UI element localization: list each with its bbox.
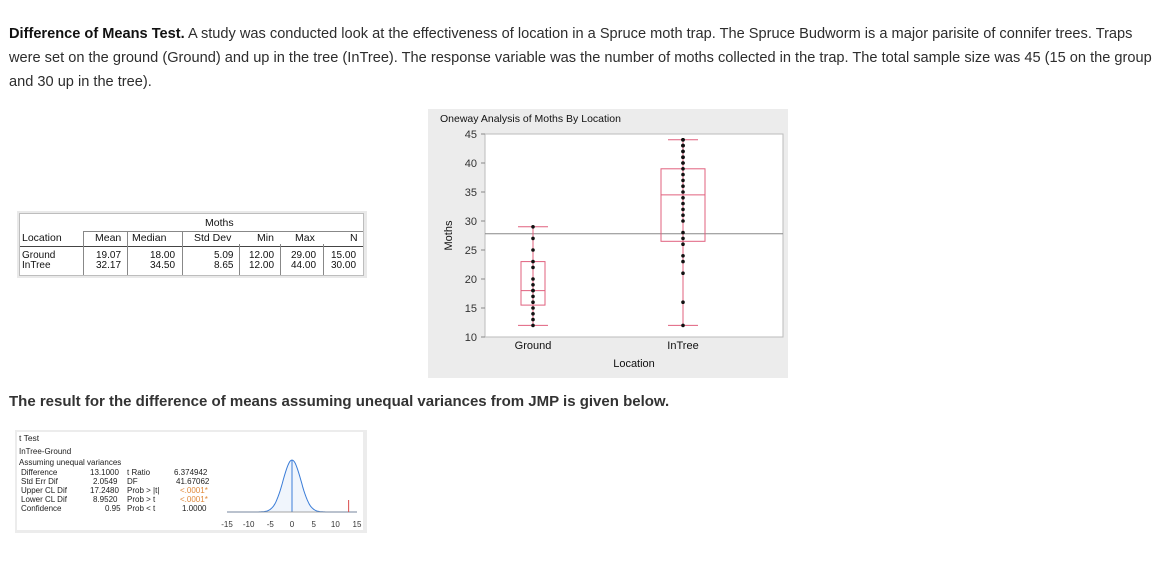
data-point [531,260,535,264]
data-point [531,237,535,241]
x-tick-label: -15 [221,520,233,529]
y-tick-label: 15 [464,303,477,315]
data-point [681,173,685,177]
data-point [531,225,535,229]
x-tick-label: 5 [311,520,316,529]
row-ground-min: 12.00 [249,250,275,261]
ttest-value-confidence: 0.95 [105,504,121,513]
data-point [681,138,685,142]
row-ground-stddev: 5.09 [214,250,234,261]
data-point [681,260,685,264]
data-point [681,300,685,304]
data-point [531,324,535,328]
ttest-stat-p2: <.0001* [180,486,208,495]
col-location: Location [22,232,62,244]
data-point [531,312,535,316]
oneway-chart [428,109,788,378]
row-ground-median: 18.00 [150,250,176,261]
x-tick-label: -10 [242,520,255,529]
table-group-header: Moths [205,217,234,229]
y-axis-label: Moths [443,220,455,251]
ttest-label-stderr: Std Err Dif [21,477,58,486]
col-mean: Mean [95,232,122,244]
row-ground-n: 15.00 [331,250,357,261]
col-min: Min [257,232,274,244]
y-tick-label: 10 [464,332,477,344]
ttest-value-lower: 8.9520 [93,495,118,504]
x-tick-label: Ground [514,340,552,352]
data-point [681,184,685,188]
ttest-stat-plt: 1.0000 [182,504,207,513]
data-point [681,242,685,246]
x-tick-label: 10 [330,520,340,529]
data-point [681,254,685,258]
ttest-label-lower: Lower CL Dif [21,495,67,504]
row-ground-max: 29.00 [291,250,317,261]
col-median: Median [132,232,167,244]
data-point [531,248,535,252]
row-intree-max: 44.00 [291,260,317,271]
data-point [531,295,535,299]
y-tick-label: 45 [464,129,477,141]
data-point [681,271,685,275]
summary-table-inner [19,213,364,276]
ttest-panel [15,430,367,533]
row-intree-median: 34.50 [150,260,176,271]
data-point [681,219,685,223]
ttest-stat-label-plt: Prob < t [127,504,156,513]
ttest-stat-label-df: DF [127,477,138,486]
data-point [531,289,535,293]
ttest-stat-label-pgt: Prob > t [127,495,156,504]
ttest-comparison: InTree-Ground [19,447,72,456]
row-intree-stddev: 8.65 [214,260,234,271]
ttest-stat-label-tratio: t Ratio [127,468,151,477]
data-point [531,283,535,287]
y-tick-label: 20 [464,274,477,286]
row-ground-location: Ground [22,250,56,261]
ttest-stat-pgt: <.0001* [180,495,208,504]
data-point [531,306,535,310]
x-tick-label: 15 [352,520,362,529]
ttest-label-confidence: Confidence [21,504,62,513]
plot-area [485,134,783,337]
t-distribution-plot [207,432,367,530]
intro-paragraph [9,22,1159,94]
row-intree-n: 30.00 [331,260,357,271]
data-point [681,202,685,206]
data-point [681,196,685,200]
data-point [681,324,685,328]
data-point [531,266,535,270]
y-tick-label: 30 [464,216,477,228]
ttest-label-upper: Upper CL Dif [21,486,67,495]
x-tick-label: 0 [289,520,295,529]
row-ground-mean: 19.07 [96,250,122,261]
ttest-value-upper: 17.2480 [90,486,119,495]
data-point [681,167,685,171]
y-tick-label: 35 [464,187,477,199]
data-point [681,155,685,159]
col-stddev: Std Dev [194,232,232,244]
col-n: N [350,232,358,244]
ttest-stat-df: 41.67062 [176,477,210,486]
col-max: Max [295,232,315,244]
x-tick-label: InTree [667,340,699,352]
data-point [681,161,685,165]
data-point [531,318,535,322]
ttest-panel-inner [17,432,363,530]
summary-table [17,211,367,278]
data-point [531,277,535,281]
data-point [681,190,685,194]
ttest-stat-tratio: 6.374942 [174,468,208,477]
x-tick-label: -5 [266,520,274,529]
data-point [681,144,685,148]
data-point [681,237,685,241]
ttest-stat-label-p2: Prob > |t| [127,486,160,495]
y-tick-label: 25 [464,245,477,257]
data-point [681,213,685,217]
data-point [681,150,685,154]
x-axis-label: Location [613,358,655,370]
y-tick-label: 40 [464,158,477,170]
row-intree-location: InTree [22,260,51,271]
ttest-label-difference: Difference [21,468,58,477]
data-point [681,208,685,212]
row-intree-mean: 32.17 [96,260,122,271]
intro-heading: Difference of Means Test. [9,26,185,42]
chart-title: Oneway Analysis of Moths By Location [440,113,621,125]
ttest-value-difference: 13.1000 [90,468,119,477]
data-point [681,179,685,183]
chart-svg [428,109,788,378]
row-intree-min: 12.00 [249,260,275,271]
ttest-value-stderr: 2.0549 [93,477,118,486]
ttest-title: t Test [19,433,40,443]
ttest-assumption: Assuming unequal variances [19,458,122,467]
data-point [531,300,535,304]
result-heading: The result for the difference of means assuming unequal variances from JMP is given below. [9,393,670,410]
intro-body: A study was conducted look at the effectiveness of location in a Spruce moth trap. The Spruce Budworm is a major parisite of connifer trees. Traps were set on the ground (Ground) and up in the tree (InTree). The response variable was the number of moths collected in the trap. The total sample size was 45 (15 on the group and 30 up in the tree). [9,26,1152,90]
data-point [681,231,685,235]
